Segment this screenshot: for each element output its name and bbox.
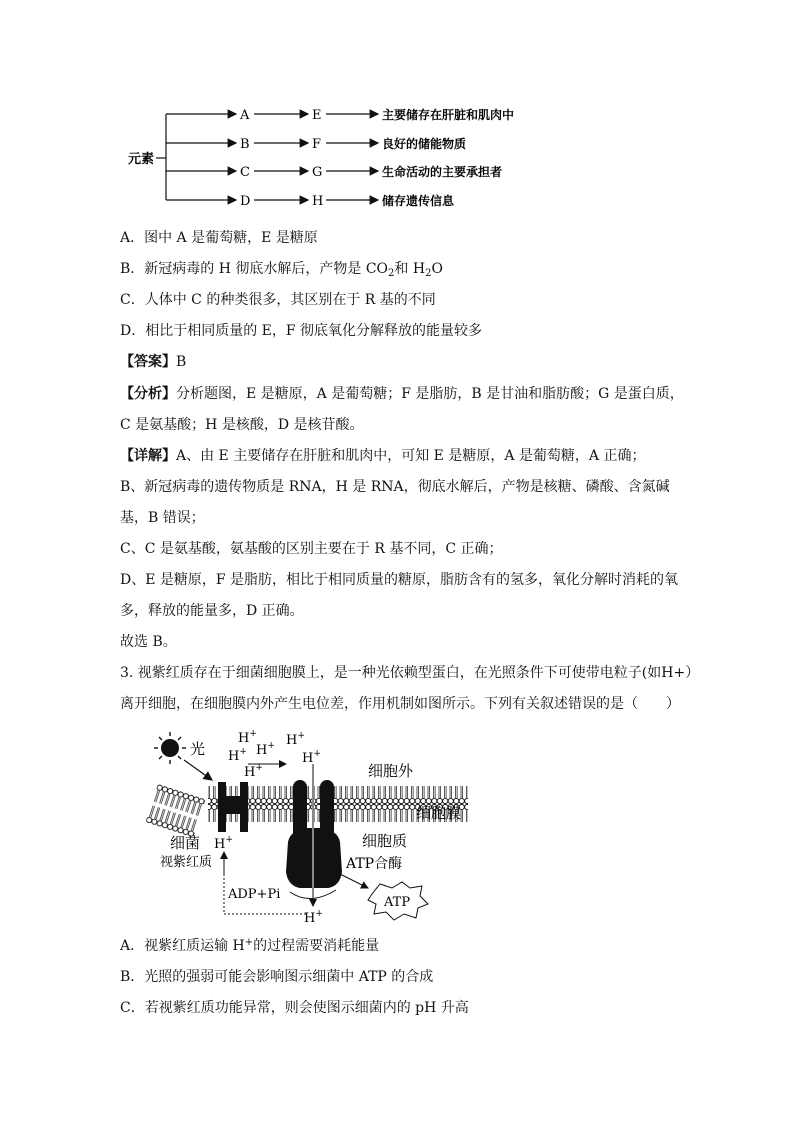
q3-option-c: C．若视紫红质功能异常，则会使图示细菌内的 pH 升高	[120, 1000, 469, 1016]
product-label: ATP	[384, 895, 411, 910]
q2-option-d: D．相比于相同质量的 E，F 彻底氧化分解释放的能量较多	[120, 323, 483, 339]
element-flow-diagram	[118, 100, 558, 212]
q2-option-b	[120, 259, 443, 279]
proton-label-2	[228, 747, 247, 764]
flow-row2-first: B	[240, 137, 250, 152]
rhodopsin-figure	[140, 724, 480, 924]
cytoplasm-label: 细胞质	[362, 832, 408, 850]
proton-label-3	[256, 741, 275, 758]
proton-label-8	[304, 909, 323, 924]
flow-row2-second: F	[312, 137, 322, 152]
proton-label-2-h: H	[228, 749, 240, 764]
detail-text1: A、由 E 主要储存在肝脏和肌肉中，可知 E 是糖原，A 是葡萄糖，A 正确；	[176, 448, 646, 464]
substrate-label: ADP+Pi	[228, 887, 281, 902]
q2-option-b-sub2: 2	[425, 268, 432, 279]
answer-tag: 【答案】	[120, 354, 176, 370]
q2-analysis-line2: C 是氨基酸；H 是核酸，D 是核苷酸。	[120, 417, 364, 433]
q3-option-a-post: 的过程需要消耗能量	[253, 938, 380, 954]
proton-label-2-charge: +	[239, 747, 247, 757]
q2-option-b-pre: B．新冠病毒的 H 彻底水解后，产物是 CO	[120, 261, 389, 277]
q2-answer	[120, 352, 186, 372]
proton-label-1-charge: +	[249, 729, 257, 739]
flow-row1-second: E	[312, 108, 322, 123]
proton-label-6	[302, 749, 321, 766]
sun-icon	[154, 732, 186, 764]
q2-option-c: C．人体中 C 的种类很多，其区别在于 R 基的不同	[120, 292, 436, 308]
q2-detail-line6: 多，释放的能量多，D 正确。	[120, 603, 304, 619]
membrane-label: 细胞膜	[416, 804, 462, 822]
q2-detail-line4: C、C 是氨基酸，氨基酸的区别主要在于 R 基不同，C 正确；	[120, 541, 503, 557]
q3-option-a-sup: +	[244, 937, 254, 948]
enzyme-label: ATP合酶	[346, 856, 403, 872]
bacteria-label: 细菌	[170, 834, 201, 852]
proton-label-8-charge: +	[315, 909, 323, 919]
proton-label-8-h: H	[304, 911, 316, 924]
proton-label-6-charge: +	[313, 749, 321, 759]
proton-label-4	[286, 731, 305, 748]
q2-option-b-sub1: 2	[388, 268, 395, 279]
flow-row4-second: H	[312, 194, 324, 209]
proton-label-1	[238, 729, 257, 746]
answer-value: B	[176, 354, 187, 370]
q2-option-a: A．图中 A 是葡萄糖，E 是糖原	[120, 230, 318, 246]
q2-detail-line3: 基，B 错误；	[120, 510, 205, 526]
flow-row4-desc: 储存遗传信息	[382, 194, 455, 208]
flow-row2-desc: 良好的储能物质	[382, 137, 467, 151]
q2-option-b-post: O	[431, 261, 443, 277]
flow-row3-desc: 生命活动的主要承担者	[382, 165, 503, 179]
proton-label-1-h: H	[238, 731, 250, 746]
q2-conclusion: 故选 B。	[120, 634, 177, 650]
atp-star-badge	[368, 882, 428, 920]
q2-detail-line5: D、E 是糖原，F 是脂肪，相比于相同质量的糖原，脂肪含有的氢多，氧化分解时消耗的氧	[120, 572, 679, 588]
q3-option-b: B．光照的强弱可能会影响图示细菌中 ATP 的合成	[120, 969, 434, 985]
q3-stem-line2: 离开细胞，在细胞膜内外产生电位差，作用机制如图所示。下列有关叙述错误的是（ ）	[120, 696, 680, 712]
flow-row1-first: A	[240, 108, 250, 123]
flow-row4-first: D	[240, 194, 251, 209]
flow-row3-second: G	[312, 165, 323, 180]
flow-row1-desc: 主要储存在肝脏和肌肉中	[382, 108, 515, 122]
q2-option-b-mid: 和 H	[394, 261, 426, 277]
detail-tag: 【详解】	[120, 448, 176, 464]
q3-option-a	[120, 936, 379, 956]
q3-stem-line1: 3. 视紫红质存在于细菌细胞膜上，是一种光依赖型蛋白，在光照条件下可使带电粒子(如H+）	[120, 665, 700, 681]
proton-label-5-charge: +	[255, 763, 263, 773]
flow-row3-first: C	[240, 165, 250, 180]
proton-label-4-charge: +	[297, 731, 305, 741]
proton-label-6-h: H	[302, 751, 314, 766]
proton-label-3-h: H	[256, 743, 268, 758]
rhodopsin-label: 视紫红质	[160, 855, 213, 870]
proton-label-4-h: H	[286, 733, 298, 748]
q3-option-a-pre: A．视紫红质运输 H	[120, 938, 245, 954]
light-label: 光	[190, 740, 206, 758]
analysis-tag: 【分析】	[120, 386, 176, 402]
proton-label-7	[214, 835, 233, 852]
outside-label: 细胞外	[368, 762, 414, 780]
analysis-text1: 分析题图，E 是糖原，A 是葡萄糖；F 是脂肪，B 是甘油和脂肪酸；G 是蛋白质，	[176, 386, 684, 402]
proton-label-7-charge: +	[225, 835, 233, 845]
q2-detail-line1	[120, 446, 645, 466]
proton-label-7-h: H	[214, 837, 226, 852]
flow-root-label: 元素	[128, 152, 155, 167]
proton-label-3-charge: +	[267, 741, 275, 751]
proton-label-5	[244, 763, 263, 780]
proton-label-5-h: H	[244, 765, 256, 780]
q2-analysis-line1	[120, 384, 684, 404]
q2-detail-line2: B、新冠病毒的遗传物质是 RNA，H 是 RNA，彻底水解后，产物是核糖、磷酸、含氮碱	[120, 479, 670, 495]
